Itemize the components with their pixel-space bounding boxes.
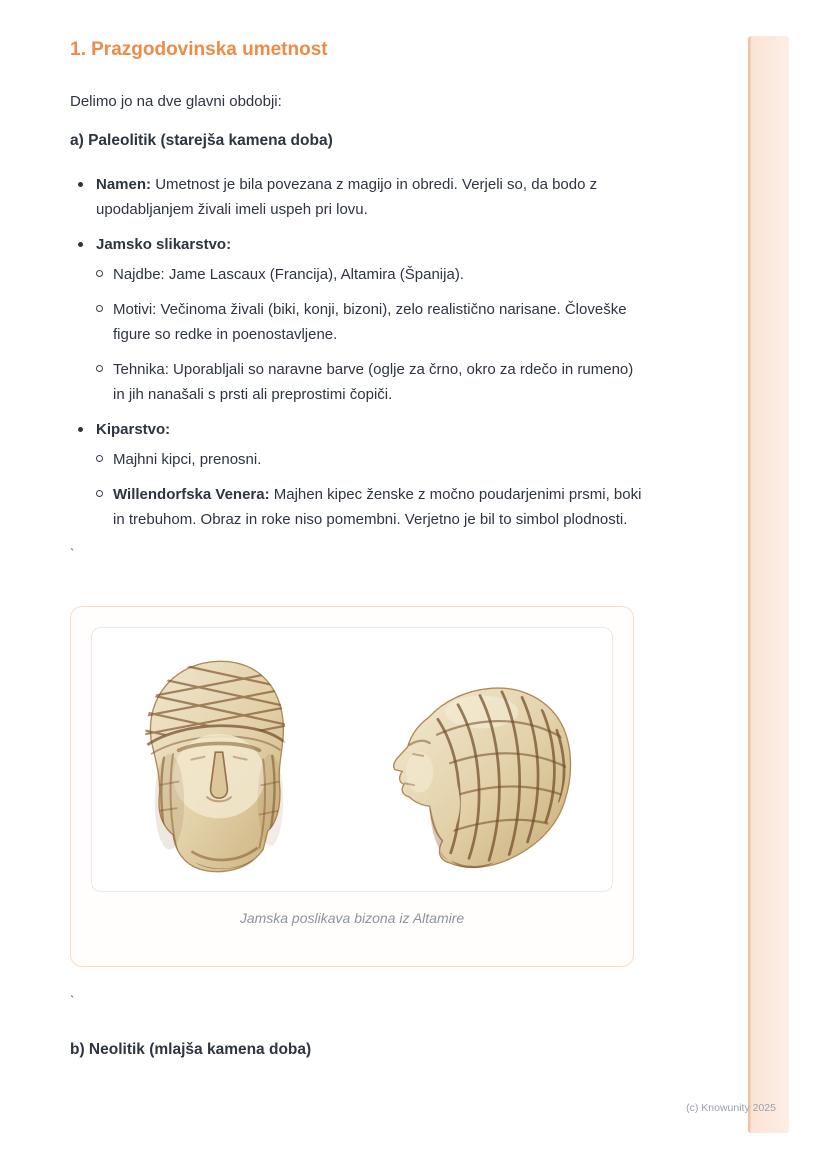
figure-caption: Jamska poslikava bizona iz Altamire [239, 910, 465, 926]
list-item-text [96, 417, 170, 442]
section-b-heading: b) Neolitik (mlajša kamena doba) [70, 1041, 312, 1058]
kiparstvo-sub-list [70, 447, 670, 532]
list-item-text [96, 232, 231, 257]
list-item-text [96, 172, 658, 222]
sub-item-willendorfska-venera [84, 482, 670, 532]
sub-item-motivi [84, 297, 670, 347]
bullet-circle-icon [96, 365, 103, 372]
item-label: Jamsko slikarstvo: [96, 236, 232, 253]
sub-item-tehnika [84, 357, 670, 407]
sub-item-text [113, 482, 643, 532]
bullet-circle-icon [96, 305, 103, 312]
sub-item-text: Tehnika: Uporabljali so naravne barve (oglje za črno, okro za rdečo in rumeno) in jih nanašali s prsti ali preprostimi čopiči. [113, 361, 634, 403]
list-item-jamsko-slikarstvo [70, 232, 670, 407]
jamsko-sub-list [70, 262, 670, 407]
bullet-dot-icon [78, 182, 83, 187]
sub-item-text: Majhni kipci, prenosni. [113, 451, 262, 468]
item-label: Kiparstvo: [96, 421, 171, 438]
sub-item-text: Najdbe: Jame Lascaux (Francija), Altamira (Španija). [113, 266, 464, 283]
document-content [70, 0, 670, 1061]
bullet-dot-icon [78, 242, 83, 247]
stray-backtick-mark: ` [70, 993, 75, 1008]
paleolithic-list [70, 172, 670, 532]
bullet-circle-icon [96, 270, 103, 277]
footer-copyright: (c) Knowunity 2025 [686, 1102, 776, 1114]
intro-paragraph: Delimo jo na dve glavni obdobji: [70, 93, 282, 110]
list-item-kiparstvo [70, 417, 670, 532]
item-text: Umetnost je bila povezana z magijo in obredi. Verjeli so, da bodo z upodabljanjem živali imeli uspeh pri lovu. [96, 176, 598, 218]
venus-figurine-profile-image [372, 646, 587, 874]
list-item-namen [70, 172, 670, 222]
figure-image-frame [91, 627, 613, 892]
bullet-circle-icon [96, 455, 103, 462]
item-text: Majhen kipec ženske z močno poudarjenimi prsmi, boki in trebuhom. Obraz in roke niso pomembni. Verjetno je bil to simbol plodnosti. [113, 486, 642, 528]
stray-backtick-mark: ` [70, 546, 75, 561]
bullet-dot-icon [78, 427, 83, 432]
item-label: Willendorfska Venera: [113, 486, 274, 503]
figure-card [70, 606, 634, 967]
section-a-heading: a) Paleolitik (starejša kamena doba) [70, 132, 333, 149]
page-title: 1. Prazgodovinska umetnost [70, 39, 328, 60]
venus-figurine-front-image [118, 646, 320, 874]
sub-item-najdbe [84, 262, 670, 287]
sub-item-text: Motivi: Večinoma živali (biki, konji, bizoni), zelo realistično narisane. Človeške figure so redke in poenostavljene. [113, 301, 627, 343]
sub-item-kipci [84, 447, 670, 472]
page-edge-stripe [748, 36, 789, 1133]
bullet-circle-icon [96, 490, 103, 497]
item-label: Namen: [96, 176, 156, 193]
